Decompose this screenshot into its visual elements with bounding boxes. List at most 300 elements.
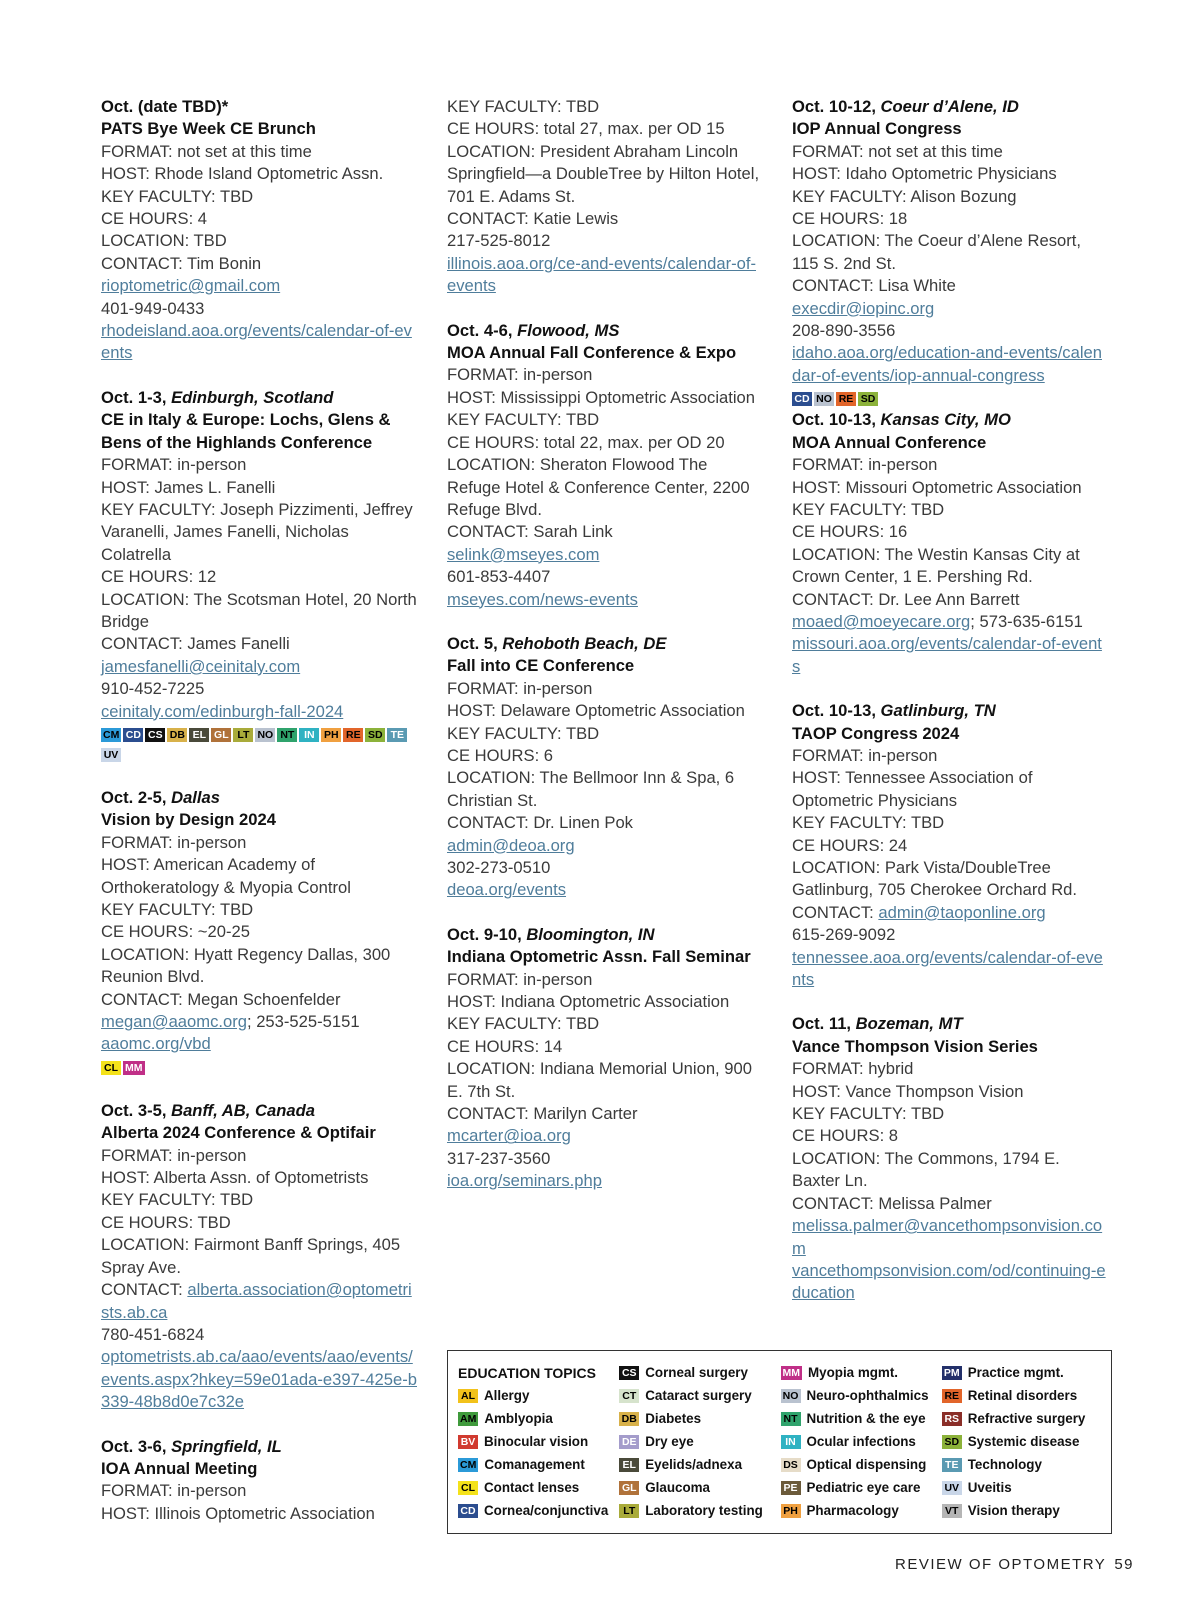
event-detail: HOST: Delaware Optometric Association: [447, 701, 745, 721]
topic-tag-cm: CM: [103, 728, 120, 741]
contact-label: CONTACT:: [101, 1280, 188, 1300]
event-contact: [792, 902, 1110, 924]
event-listing: [447, 924, 765, 1193]
contact-phone: 601-853-4407: [447, 567, 551, 587]
event-detail: CONTACT: Tim Bonin: [101, 253, 262, 273]
event-detail: FORMAT: in-person: [792, 455, 938, 475]
event-detail: LOCATION: Indiana Memorial Union, 900 E. 7th St.: [447, 1059, 752, 1101]
legend-item: [458, 1453, 619, 1476]
topic-tag-te: TE: [942, 1458, 962, 1472]
legend-column: [458, 1361, 619, 1525]
event-detail: LOCATION: President Abraham Lincoln Springfield—a DoubleTree by Hilton Hotel, 701 E. Adams St.: [447, 141, 760, 206]
legend-item: [458, 1384, 619, 1407]
event-listing: [792, 1013, 1110, 1304]
contact-phone: 208-890-3556: [792, 321, 896, 341]
event-listing: [792, 409, 1110, 678]
link-row: [101, 656, 419, 678]
event-title: TAOP Congress 2024: [792, 723, 960, 743]
link-row: [447, 1125, 765, 1147]
contact-phone: ; 253-525-5151: [246, 1012, 360, 1032]
event-website-link[interactable]: mseyes.com/news-events: [447, 589, 638, 609]
event-detail: LOCATION: Hyatt Regency Dallas, 300 Reunion Blvd.: [101, 944, 391, 987]
event-detail: FORMAT: in-person: [101, 832, 247, 852]
contact-email-link[interactable]: admin@deoa.org: [447, 835, 575, 855]
topic-tag-re: RE: [942, 1389, 962, 1403]
legend-item: [619, 1499, 780, 1522]
event-detail: FORMAT: in-person: [101, 1145, 247, 1165]
topic-tag-te: TE: [387, 728, 407, 742]
event-website-link[interactable]: tennessee.aoa.org/events/calendar-of-events: [792, 947, 1103, 990]
topic-tags: [101, 1058, 419, 1078]
event-title: MOA Annual Fall Conference & Expo: [447, 343, 737, 363]
event-detail: HOST: Illinois Optometric Association: [101, 1503, 375, 1523]
topic-tag-el: EL: [619, 1458, 639, 1472]
event-listing: [447, 96, 765, 298]
legend-label: Pharmacology: [806, 1503, 899, 1518]
event-detail: CE HOURS: 8: [792, 1126, 899, 1146]
legend-label: Nutrition & the eye: [806, 1411, 926, 1426]
legend-label: Eyelids/adnexa: [645, 1457, 743, 1472]
event-detail: LOCATION: The Commons, 1794 E. Baxter Ln.: [792, 1148, 1060, 1191]
event-date: [447, 633, 765, 655]
event-detail: FORMAT: in-person: [447, 678, 593, 698]
topic-tag-cm: CM: [460, 1458, 477, 1471]
topic-tag-el: EL: [189, 728, 209, 742]
event-date: [447, 320, 765, 342]
link-row: [447, 589, 765, 611]
legend-column: [942, 1361, 1103, 1525]
event-date-text: Oct. 10-13,: [792, 701, 881, 721]
link-row: [101, 1033, 419, 1055]
page-number: 59: [1114, 1556, 1134, 1573]
contact-phone: 302-273-0510: [447, 858, 551, 877]
event-detail: CONTACT: James Fanelli: [101, 634, 290, 654]
event-detail: CONTACT: Marilyn Carter: [447, 1104, 638, 1124]
event-date: [792, 409, 1110, 431]
event-detail: KEY FACULTY: TBD: [792, 499, 945, 519]
event-detail: HOST: American Academy of Orthokeratology & Myopia Control: [101, 855, 351, 897]
event-detail: CE HOURS: TBD: [101, 1212, 231, 1232]
legend-item: [942, 1430, 1103, 1453]
event-detail: KEY FACULTY: Joseph Pizzimenti, Jeffrey Varanelli, James Fanelli, Nicholas Colatrella: [101, 499, 413, 564]
event-location: Dallas: [171, 787, 220, 807]
legend-item: [781, 1453, 942, 1476]
legend-label: Practice mgmt.: [967, 1365, 1064, 1380]
event-listing: [792, 700, 1110, 991]
contact-email-link[interactable]: mcarter@ioa.org: [447, 1126, 571, 1146]
event-detail: KEY FACULTY: TBD: [101, 900, 254, 919]
link-row: [447, 1170, 765, 1192]
event-detail: CONTACT: Lisa White: [792, 276, 956, 296]
topic-tag-cl: CL: [458, 1481, 478, 1495]
event-date: [101, 96, 419, 118]
event-detail: LOCATION: The Bellmoor Inn & Spa, 6 Christian St.: [447, 768, 735, 810]
event-detail: CE HOURS: total 27, max. per OD 15: [447, 119, 725, 139]
event-location: Flowood, MS: [517, 320, 620, 340]
legend-label: Optical dispensing: [806, 1457, 927, 1472]
event-listing: [447, 633, 765, 902]
legend-label: Systemic disease: [967, 1434, 1080, 1449]
event-detail: KEY FACULTY: TBD: [447, 723, 600, 743]
contact-email-link[interactable]: jamesfanelli@ceinitaly.com: [101, 656, 301, 676]
legend-item: [942, 1361, 1103, 1384]
event-detail: HOST: Alberta Assn. of Optometrists: [101, 1168, 369, 1188]
event-date: [101, 1436, 419, 1458]
topic-tag-ph: PH: [781, 1504, 801, 1518]
topic-tag-cd: CD: [458, 1504, 478, 1518]
topic-tag-ph: PH: [321, 728, 341, 742]
legend-label: Technology: [967, 1457, 1042, 1472]
contact-email-link[interactable]: alberta.association@optometrists.ab.ca: [101, 1280, 412, 1322]
legend-label: Refractive surgery: [967, 1411, 1086, 1426]
legend-item: [619, 1430, 780, 1453]
topic-tag-cs: CS: [145, 728, 165, 742]
event-detail: CONTACT: Dr. Lee Ann Barrett: [792, 589, 1020, 609]
contact-phone: 780-451-6824: [101, 1324, 205, 1344]
link-row: [792, 342, 1110, 387]
topic-tag-gl: GL: [619, 1481, 639, 1495]
legend-label: Allergy: [484, 1388, 530, 1403]
legend-item: [458, 1430, 619, 1453]
event-detail: LOCATION: Sheraton Flowood The Refuge Hotel & Conference Center, 2200 Refuge Blvd.: [447, 455, 750, 519]
event-title: Alberta 2024 Conference & Optifair: [101, 1123, 376, 1143]
event-detail: KEY FACULTY: TBD: [101, 1190, 254, 1210]
event-date: [101, 1100, 419, 1122]
listing-column-2: [447, 96, 765, 1193]
legend-label: Amblyopia: [484, 1411, 553, 1426]
education-topics-legend: [447, 1350, 1112, 1534]
listing-column-3: [792, 96, 1110, 1305]
legend-item: [619, 1407, 780, 1430]
link-row: [792, 1260, 1110, 1305]
legend-item: [458, 1407, 619, 1430]
legend-label: Ocular infections: [806, 1434, 916, 1449]
link-row: [792, 1215, 1110, 1260]
topic-tags: [101, 725, 419, 765]
legend-item: [781, 1499, 942, 1522]
event-website-link[interactable]: idaho.aoa.org/education-and-events/calendar-of-events/iop-annual-congress: [792, 343, 1102, 385]
topic-tag-cd: CD: [792, 392, 812, 406]
legend-label: Vision therapy: [967, 1503, 1060, 1518]
page-footer: [895, 1556, 1134, 1573]
contact-email-link[interactable]: moaed@moeyecare.org: [792, 611, 971, 631]
topic-tag-no: NO: [255, 728, 275, 742]
topic-tag-uv: UV: [101, 748, 121, 762]
topic-tag-am: AM: [460, 1412, 477, 1425]
event-location: Bloomington, IN: [526, 924, 655, 944]
topic-tag-nt: NT: [277, 728, 297, 742]
topic-tag-lt: LT: [619, 1504, 639, 1518]
event-detail: FORMAT: hybrid: [792, 1059, 914, 1079]
event-detail: HOST: Indiana Optometric Association: [447, 992, 730, 1012]
topic-tag-sd: SD: [365, 728, 385, 742]
event-detail: LOCATION: Fairmont Banff Springs, 405 Spray Ave.: [101, 1235, 401, 1277]
event-detail: CE HOURS: ~20-25: [101, 922, 250, 942]
event-detail: CE HOURS: total 22, max. per OD 20: [447, 432, 725, 452]
event-date: [792, 700, 1110, 722]
legend-label: Diabetes: [645, 1411, 702, 1426]
legend-item: [458, 1476, 619, 1499]
contact-email-link[interactable]: megan@aaomc.org: [101, 1012, 247, 1032]
legend-item: [619, 1476, 780, 1499]
event-detail: CONTACT: Melissa Palmer: [792, 1193, 992, 1213]
topic-tag-db: DB: [167, 728, 187, 742]
topic-tags: [792, 389, 1110, 409]
event-date: [101, 387, 419, 409]
contact-email-phone: [792, 611, 1110, 633]
event-website-link[interactable]: ioa.org/seminars.php: [447, 1171, 602, 1191]
event-detail: KEY FACULTY: TBD: [447, 97, 600, 116]
legend-item: [619, 1453, 780, 1476]
legend-label: Cornea/conjunctiva: [484, 1503, 609, 1518]
event-date-text: Oct. 10-13,: [792, 410, 881, 430]
event-detail: KEY FACULTY: TBD: [792, 1104, 945, 1124]
event-detail: CE HOURS: 4: [101, 209, 208, 229]
event-detail: CONTACT: Megan Schoenfelder: [101, 989, 341, 1009]
event-title: IOA Annual Meeting: [101, 1458, 258, 1478]
event-location: Kansas City, MO: [880, 410, 1011, 430]
legend-label: Binocular vision: [484, 1434, 589, 1449]
event-location: Gatlinburg, TN: [880, 701, 996, 721]
contact-email-link[interactable]: melissa.palmer@vancethompsonvision.com: [792, 1216, 1103, 1258]
contact-phone: 910-452-7225: [101, 679, 205, 699]
topic-tag-rs: RS: [942, 1412, 962, 1426]
event-date-text: Oct. (date TBD)*: [101, 97, 229, 116]
topic-tag-cs: CS: [619, 1366, 639, 1380]
event-detail: KEY FACULTY: TBD: [447, 410, 600, 430]
event-date-text: Oct. 3-5,: [101, 1100, 172, 1120]
event-website-link[interactable]: ceinitaly.com/edinburgh-fall-2024: [101, 701, 344, 721]
legend-label: Pediatric eye care: [806, 1480, 921, 1495]
link-row: [792, 947, 1110, 992]
legend-item: [942, 1384, 1103, 1407]
event-detail: CE HOURS: 18: [792, 209, 908, 229]
event-detail: KEY FACULTY: Alison Bozung: [792, 186, 1017, 206]
legend-label: Comanagement: [484, 1457, 585, 1472]
topic-tag-uv: UV: [942, 1481, 962, 1495]
legend-item: [781, 1384, 942, 1407]
link-row: [792, 298, 1110, 320]
link-row: [792, 633, 1110, 678]
link-row: [101, 701, 419, 723]
event-date: [101, 787, 419, 809]
legend-item: [619, 1384, 780, 1407]
event-detail: CE HOURS: 12: [101, 567, 217, 587]
event-detail: FORMAT: not set at this time: [101, 141, 312, 161]
event-detail: HOST: Vance Thompson Vision: [792, 1081, 1024, 1101]
contact-email-phone: [101, 1011, 419, 1033]
event-date-text: Oct. 9-10,: [447, 924, 527, 944]
legend-label: Contact lenses: [484, 1480, 580, 1495]
event-detail: FORMAT: in-person: [447, 365, 593, 385]
event-title: Fall into CE Conference: [447, 656, 635, 676]
topic-tag-no: NO: [814, 392, 834, 406]
listing-column-1: [101, 96, 419, 1525]
topic-tag-re: RE: [343, 728, 363, 742]
event-website-link[interactable]: vancethompsonvision.com/od/continuing-education: [792, 1260, 1106, 1303]
event-detail: LOCATION: Park Vista/DoubleTree Gatlinburg, 705 Cherokee Orchard Rd.: [792, 858, 1078, 900]
event-detail: HOST: Rhode Island Optometric Assn.: [101, 164, 384, 184]
legend-label: Neuro-ophthalmics: [806, 1388, 929, 1403]
topic-tag-cd: CD: [123, 728, 143, 742]
link-row: [447, 544, 765, 566]
legend-item: [942, 1407, 1103, 1430]
contact-email-link[interactable]: selink@mseyes.com: [447, 544, 600, 564]
legend-label: Retinal disorders: [967, 1388, 1078, 1403]
legend-item: [781, 1476, 942, 1499]
event-contact: [101, 1279, 419, 1324]
event-detail: FORMAT: in-person: [101, 1481, 247, 1501]
event-website-link[interactable]: missouri.aoa.org/events/calendar-of-events: [792, 634, 1102, 676]
link-row: [101, 275, 419, 297]
event-detail: CONTACT: Katie Lewis: [447, 209, 619, 229]
contact-phone: 401-949-0433: [101, 298, 205, 318]
event-title: CE in Italy & Europe: Lochs, Glens & Bens of the Highlands Conference: [101, 410, 391, 452]
event-location: Rehoboth Beach, DE: [502, 633, 667, 653]
event-date-text: Oct. 1-3,: [101, 387, 172, 407]
legend-label: Uveitis: [967, 1480, 1012, 1495]
event-title: PATS Bye Week CE Brunch: [101, 119, 316, 139]
event-title: IOP Annual Congress: [792, 119, 962, 139]
legend-item: [458, 1499, 619, 1522]
legend-label: Laboratory testing: [645, 1503, 763, 1518]
legend-item: [942, 1476, 1103, 1499]
event-listing: [101, 1100, 419, 1414]
event-title: MOA Annual Conference: [792, 432, 987, 452]
link-row: [101, 320, 419, 365]
event-listing: [447, 320, 765, 611]
event-detail: HOST: Idaho Optometric Physicians: [792, 164, 1057, 184]
event-detail: FORMAT: in-person: [447, 969, 593, 989]
event-detail: HOST: Mississippi Optometric Association: [447, 387, 755, 407]
topic-tag-ct: CT: [619, 1389, 639, 1403]
event-website-link[interactable]: rhodeisland.aoa.org/events/calendar-of-events: [101, 321, 412, 363]
legend-column: [781, 1361, 942, 1525]
topic-tag-sd: SD: [858, 392, 878, 406]
contact-email-link[interactable]: execdir@iopinc.org: [792, 298, 935, 318]
topic-tag-mm: MM: [782, 1366, 800, 1379]
event-detail: HOST: James L. Fanelli: [101, 477, 276, 497]
event-listing: [101, 1436, 419, 1526]
link-row: [101, 1346, 419, 1413]
event-detail: CONTACT: Sarah Link: [447, 522, 613, 542]
topic-tag-sd: SD: [942, 1435, 962, 1449]
topic-tag-in: IN: [299, 728, 319, 742]
event-title: Vision by Design 2024: [101, 810, 276, 830]
publication-name: REVIEW OF OPTOMETRY: [895, 1556, 1107, 1573]
link-row: [447, 835, 765, 857]
event-title: Vance Thompson Vision Series: [792, 1036, 1038, 1056]
event-date-text: Oct. 2-5,: [101, 787, 172, 807]
event-detail: HOST: Tennessee Association of Optometric Physicians: [792, 768, 1033, 810]
event-date: [792, 96, 1110, 118]
topic-tag-nt: NT: [781, 1412, 801, 1426]
legend-label: Myopia mgmt.: [808, 1365, 899, 1380]
event-location: Banff, AB, Canada: [171, 1100, 315, 1120]
topic-tag-cl: CL: [101, 1061, 121, 1075]
topic-tag-in: IN: [781, 1435, 801, 1449]
legend-item: [942, 1453, 1103, 1476]
event-detail: CE HOURS: 14: [447, 1036, 563, 1056]
event-detail: LOCATION: The Scotsman Hotel, 20 North Bridge: [101, 589, 417, 631]
event-website-link[interactable]: illinois.aoa.org/ce-and-events/calendar-of-events: [447, 253, 756, 296]
event-website-link[interactable]: optometrists.ab.ca/aao/events/aao/events/events.aspx?hkey=59e01ada-e397-425e-b339-48b8d0e7c32e: [101, 1347, 417, 1412]
topic-tag-mm: MM: [125, 1061, 143, 1074]
legend-item: [781, 1361, 942, 1384]
event-date-text: Oct. 10-12,: [792, 97, 881, 116]
legend-column: [619, 1361, 780, 1525]
link-row: [447, 253, 765, 298]
event-detail: LOCATION: The Coeur d’Alene Resort, 115 S. 2nd St.: [792, 231, 1081, 273]
event-detail: 217-525-8012: [447, 231, 551, 251]
event-title: Indiana Optometric Assn. Fall Seminar: [447, 947, 751, 967]
legend-label: Glaucoma: [645, 1480, 710, 1495]
legend-label: Corneal surgery: [645, 1365, 748, 1380]
topic-tag-vt: VT: [942, 1504, 962, 1518]
event-detail: FORMAT: in-person: [101, 455, 247, 475]
topic-tag-ds: DS: [781, 1458, 801, 1472]
contact-phone: ; 573-635-6151: [970, 611, 1083, 631]
legend-label: Cataract surgery: [645, 1388, 752, 1403]
event-detail: LOCATION: The Westin Kansas City at Crown Center, 1 E. Pershing Rd.: [792, 544, 1080, 587]
event-date: [447, 924, 765, 946]
topic-tag-pm: PM: [942, 1366, 962, 1380]
topic-tag-al: AL: [458, 1389, 478, 1403]
contact-phone: 615-269-9092: [792, 925, 896, 945]
legend-item: [781, 1407, 942, 1430]
topic-tag-lt: LT: [233, 728, 253, 742]
contact-email-link[interactable]: admin@taoponline.org: [878, 902, 1046, 922]
event-date: [792, 1013, 1110, 1035]
contact-phone: 317-237-3560: [447, 1148, 551, 1168]
topic-tag-no: NO: [781, 1389, 801, 1403]
event-detail: CE HOURS: 6: [447, 745, 554, 765]
event-detail: CE HOURS: 24: [792, 835, 908, 855]
event-location: Edinburgh, Scotland: [171, 387, 334, 407]
topic-tag-bv: BV: [458, 1435, 478, 1449]
legend-item: [781, 1430, 942, 1453]
event-detail: KEY FACULTY: TBD: [792, 813, 945, 833]
event-location: Springfield, IL: [171, 1436, 282, 1456]
event-detail: HOST: Missouri Optometric Association: [792, 477, 1082, 497]
event-location: Bozeman, MT: [855, 1014, 963, 1034]
event-website-link[interactable]: aaomc.org/vbd: [101, 1034, 211, 1054]
event-date-text: Oct. 11,: [792, 1014, 856, 1034]
event-location: Coeur d’Alene, ID: [880, 97, 1019, 116]
event-detail: FORMAT: not set at this time: [792, 141, 1003, 161]
event-detail: LOCATION: TBD: [101, 231, 227, 251]
legend-heading: EDUCATION TOPICS: [458, 1364, 596, 1381]
event-detail: CE HOURS: 16: [792, 522, 908, 542]
contact-label: CONTACT:: [792, 902, 879, 922]
legend-item: [619, 1361, 780, 1384]
event-detail: KEY FACULTY: TBD: [447, 1014, 600, 1034]
contact-email-link[interactable]: rioptometric@gmail.com: [101, 276, 281, 296]
event-listing: [101, 387, 419, 765]
event-date-text: Oct. 5,: [447, 633, 503, 653]
topic-tag-re: RE: [836, 392, 856, 406]
event-detail: FORMAT: in-person: [792, 745, 938, 765]
event-date-text: Oct. 3-6,: [101, 1436, 172, 1456]
topic-tag-de: DE: [619, 1435, 639, 1449]
link-row: [447, 879, 765, 901]
topic-tag-db: DB: [619, 1412, 639, 1426]
topic-tag-pe: PE: [781, 1481, 801, 1495]
topic-tag-gl: GL: [211, 728, 231, 742]
event-listing: [101, 787, 419, 1078]
event-website-link[interactable]: deoa.org/events: [447, 880, 567, 900]
event-listing: [101, 96, 419, 365]
